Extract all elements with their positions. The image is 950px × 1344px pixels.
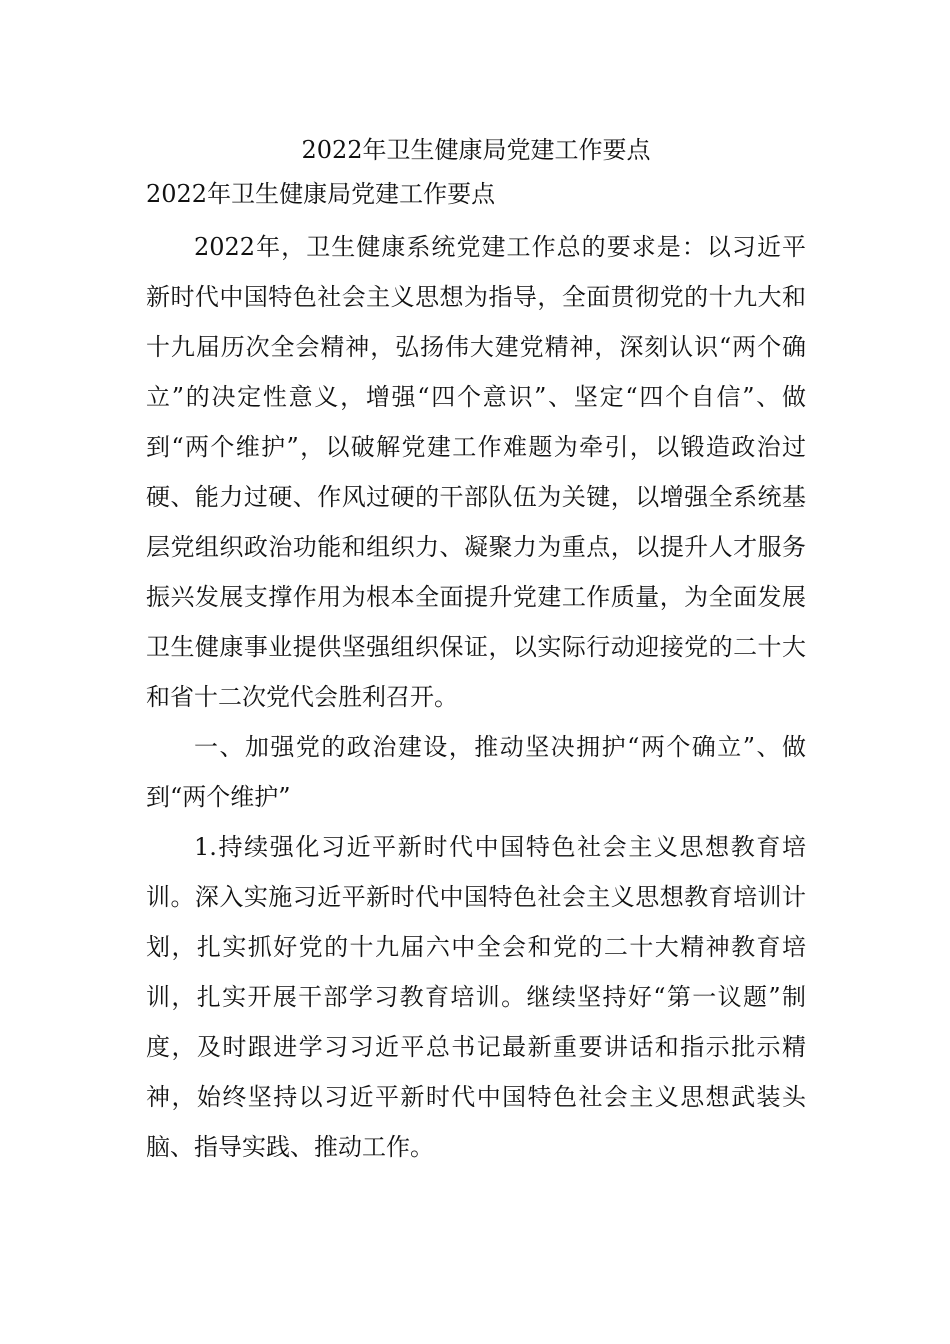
- document-title: 2022年卫生健康局党建工作要点: [301, 136, 651, 164]
- document-body: [146, 128, 806, 1172]
- paragraph-intro: 2022年，卫生健康系统党建工作总的要求是：以习近平新时代中国特色社会主义思想为指导，全面贯彻党的十九大和十九届历次全会精神，弘扬伟大建党精神，深刻认识“两个确立”的决定性意义，增强“四个意识”、坚定“四个自信”、做到“两个维护”，以破解党建工作难题为牵引，以锻造政治过硬、能力过硬、作风过硬的干部队伍为关键，以增强全系统基层党组织政治功能和组织力、凝聚力为重点，以提升人才服务振兴发展支撑作用为根本全面提升党建工作质量，为全面发展卫生健康事业提供坚强组织保证，以实际行动迎接党的二十大和省十二次党代会胜利召开。: [146, 233, 806, 711]
- paragraph-item-1: 1.持续强化习近平新时代中国特色社会主义思想教育培训。深入实施习近平新时代中国特色社会主义思想教育培训计划，扎实抓好党的十九届六中全会和党的二十大精神教育培训，扎实开展干部学习教育培训。继续坚持好“第一议题”制度，及时跟进学习习近平总书记最新重要讲话和指示批示精神，始终坚持以习近平新时代中国特色社会主义思想武装头脑、指导实践、推动工作。: [146, 833, 806, 1161]
- document-subtitle: 2022年卫生健康局党建工作要点: [146, 180, 496, 208]
- paragraph-section-heading: 一、加强党的政治建设，推动坚决拥护“两个确立”、做到“两个维护”: [146, 733, 806, 811]
